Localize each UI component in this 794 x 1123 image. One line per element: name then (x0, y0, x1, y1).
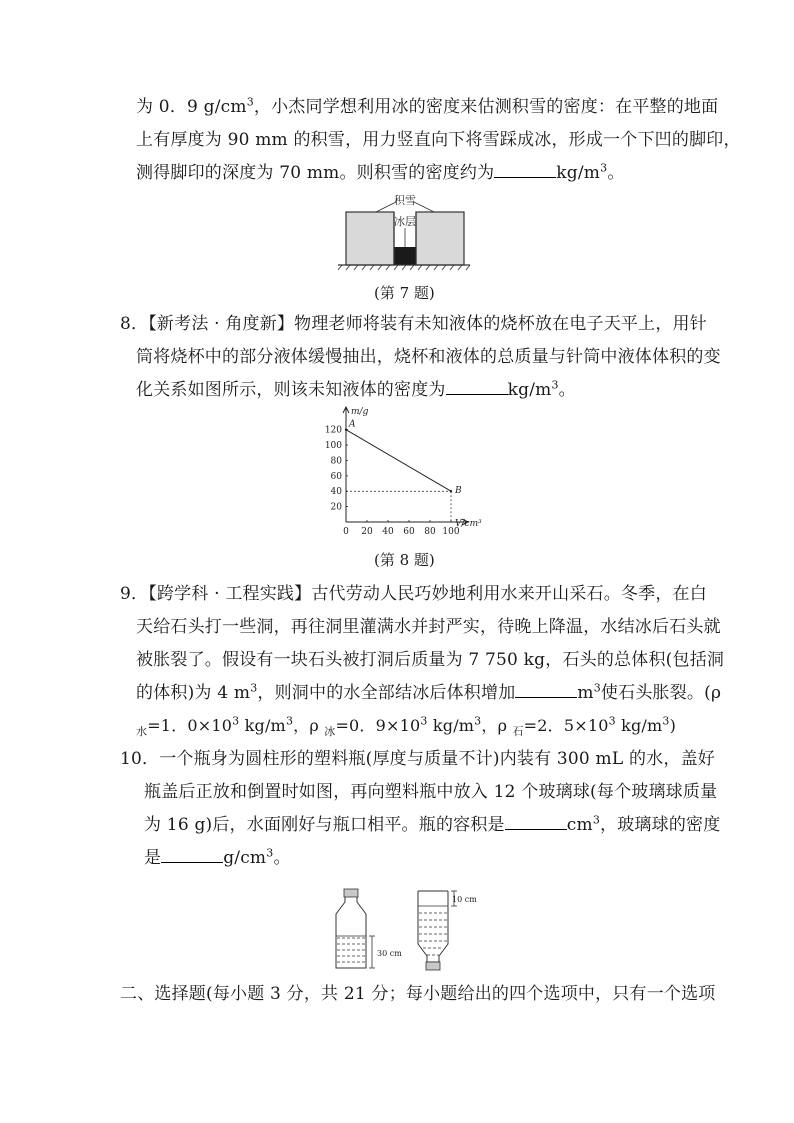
y-tick-label: 60 (330, 471, 342, 482)
y-tick-label: 40 (330, 487, 342, 498)
answer-blank[interactable] (494, 161, 556, 178)
bottle-outline (336, 897, 366, 968)
q8-text: 化关系如图所示，则该未知液体的密度为 (136, 380, 446, 400)
label-ice: 冰层 (394, 215, 416, 228)
q10-line-3 (144, 813, 720, 837)
label-30cm: 30 cm (377, 949, 402, 958)
superscript: 3 (250, 681, 258, 695)
x-tick-label: 20 (361, 527, 373, 537)
superscript: 3 (246, 95, 254, 109)
unit: cm (566, 815, 593, 835)
unit: kg/m (239, 716, 286, 735)
superscript: 3 (600, 161, 608, 175)
figure-caption-7: (第 7 题) (374, 284, 435, 302)
unit: g/cm (223, 848, 267, 868)
q10-line-1: 10．一个瓶身为圆柱形的塑料瓶(厚度与质量不计)内装有 300 mL 的水，盖好 (120, 749, 715, 769)
superscript: 3 (592, 813, 601, 827)
superscript: 3 (285, 714, 294, 728)
x-tick-label: 40 (382, 527, 394, 537)
answer-blank[interactable] (505, 813, 567, 830)
series-layer (345, 420, 462, 522)
label-10cm: 10 cm (452, 895, 477, 904)
figure-caption-8: (第 8 题) (374, 551, 435, 569)
answer-blank[interactable] (161, 846, 223, 863)
superscript: 3 (232, 714, 240, 728)
point-label: B (455, 486, 462, 497)
subscript: 水 (136, 725, 148, 739)
data-point (345, 428, 347, 430)
y-tick-label: 100 (324, 441, 342, 452)
x-ticks (343, 520, 460, 537)
snow-block-right (416, 212, 464, 265)
ground-hatch (338, 265, 470, 270)
x-tick-label: 60 (403, 527, 415, 537)
q7-line-1 (136, 95, 718, 119)
q9-text: ，ρ (481, 716, 513, 735)
q8-line-3 (136, 378, 576, 402)
q7-text: 测得脚印的深度为 70 mm。则积雪的密度约为 (136, 163, 495, 183)
superscript: 3 (474, 714, 482, 728)
q7-text: ，小杰同学想利用冰的密度来估测积雪的密度：在平整的地面 (253, 97, 719, 117)
superscript: 3 (420, 714, 428, 728)
q10-line-2: 瓶盖后正放和倒置时如图，再向塑料瓶中放入 12 个玻璃球(每个玻璃球质量 (144, 782, 718, 802)
q9-text: =0．9×10 (335, 716, 421, 735)
q9-line-2: 天给石头打一些洞，再往洞里灌满水并封严实，待晚上降温，水结冰后石头就 (136, 617, 721, 637)
q10-text: 是 (144, 848, 162, 868)
q7-figure-snow-footprint (336, 192, 472, 272)
q9-line-1: 9．【跨学科 · 工程实践】古代劳动人民巧妙地利用水来开山采石。冬季，在白 (120, 584, 707, 604)
unit: kg/m (556, 163, 601, 183)
q7-text: 为 0．9 g/cm (136, 97, 247, 117)
q9-text: 使石头胀裂。(ρ (600, 683, 722, 703)
series-line (346, 430, 451, 492)
unit: kg/m (615, 716, 663, 735)
answer-blank[interactable] (446, 378, 508, 395)
ice-layer (394, 247, 416, 265)
superscript: 3 (593, 681, 601, 695)
superscript: 3 (266, 846, 274, 860)
q9-text: =1．0×10 (147, 716, 233, 735)
superscript: 3 (662, 714, 670, 728)
q8-text: 。 (558, 380, 576, 400)
q8-line-1: 8．【新考法 · 角度新】物理老师将装有未知液体的烧杯放在电子天平上，用针 (120, 314, 707, 334)
q9-text: 的体积)为 4 m (136, 683, 251, 703)
q7-text: 。 (607, 163, 625, 183)
q9-line-4 (136, 681, 721, 705)
water-lines (419, 913, 447, 955)
subscript: 冰 (324, 725, 336, 739)
x-tick-label: 100 (442, 527, 460, 537)
q10-text: 。 (273, 848, 291, 868)
x-tick-label: 0 (343, 527, 349, 537)
q9-line-5 (136, 714, 676, 738)
superscript: 3 (608, 714, 616, 728)
q9-line-3: 被胀裂了。假设有一块石头被打洞后质量为 7 750 kg，石头的总体积(包括洞 (136, 650, 725, 670)
bottle-cap (426, 962, 440, 970)
label-snow: 积雪 (394, 194, 416, 207)
x-axis-label: V/cm³ (455, 519, 482, 529)
answer-blank[interactable] (515, 681, 577, 698)
y-tick-label: 120 (324, 425, 342, 436)
q10-text: 为 16 g)后，水面刚好与瓶口相平。瓶的容积是 (144, 815, 505, 835)
q8-mass-volume-chart (318, 406, 488, 542)
y-tick-label: 20 (330, 502, 342, 513)
q10-text: ，玻璃球的密度 (600, 815, 721, 835)
section-2-heading: 二、选择题(每小题 3 分，共 21 分；每小题给出的四个选项中，只有一个选项 (120, 984, 716, 1004)
point-label: A (349, 419, 356, 430)
q9-text: ，则洞中的水全部结冰后体积增加 (257, 683, 516, 703)
unit: m (577, 683, 594, 703)
bottle-cap (344, 889, 358, 897)
leader-line (414, 202, 434, 212)
q10-bottle-figure (328, 886, 488, 972)
inverted-bottle (418, 891, 477, 970)
q7-line-3 (136, 161, 625, 185)
water-lines (337, 938, 365, 962)
q9-text: ，ρ (293, 716, 325, 735)
subscript: 石 (512, 725, 524, 739)
unit: kg/m (507, 380, 552, 400)
upright-bottle (336, 889, 402, 968)
q8-line-2: 筒将烧杯中的部分液体缓慢抽出，烧杯和液体的总质量与针筒中液体体积的变 (136, 347, 721, 367)
x-tick-label: 80 (424, 527, 436, 537)
y-axis-label: m/g (351, 407, 369, 417)
q10-line-4 (144, 846, 291, 870)
unit: kg/m (427, 716, 475, 735)
q9-text: =2．5×10 (523, 716, 609, 735)
leader-line (376, 202, 396, 212)
y-ticks (325, 426, 348, 513)
y-tick-label: 80 (330, 456, 342, 467)
superscript: 3 (551, 378, 559, 392)
q9-text: ) (669, 716, 677, 735)
q7-line-2: 上有厚度为 90 mm 的积雪，用力竖直向下将雪踩成冰，形成一个下凹的脚印， (136, 130, 741, 150)
snow-block-left (346, 212, 394, 265)
bottle-outline (418, 891, 448, 962)
